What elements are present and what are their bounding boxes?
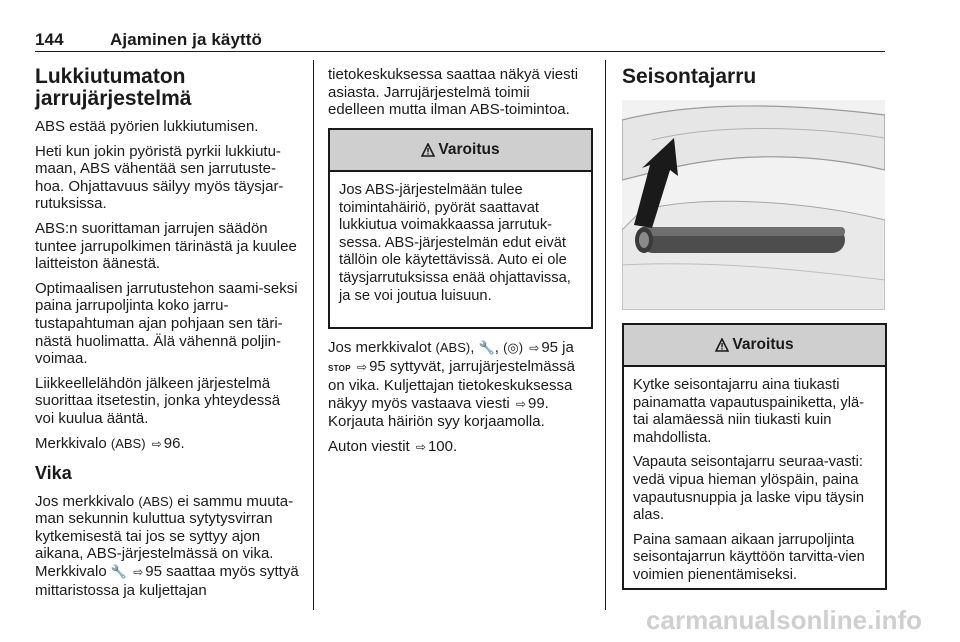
paragraph: ABS:n suorittaman jarrujen säädön tuntee jarrupolkimen tärinästä ja kuulee laitteiston äänestä. [35, 219, 297, 273]
page-ref-arrow-icon: ⇨ [133, 565, 144, 580]
column-divider-2 [605, 60, 606, 610]
page-ref-arrow-icon: ⇨ [357, 359, 368, 374]
warning-triangle-icon [715, 338, 729, 352]
subheading-fault: Vika [35, 463, 72, 484]
paragraph: tietokeskuksessa saattaa näkyä viesti asiasta. Jarrujärjestelmä toimii edelleen mutta ilman ABS-toimintoa. [328, 66, 579, 119]
page-ref-arrow-icon: ⇨ [415, 439, 426, 454]
wrench-icon: 🔧 [110, 564, 128, 580]
parking-brake-illustration [622, 100, 885, 310]
paragraph: Jos merkkivalo (ABS) ei sammu muuta-man sekunnin kuluttua sytytysvirran kytkemisestä tai jos se syttyy ajon aikana, ABS-järjestelmässä on vika. Merkkivalo 🔧 ⇨ 95 saattaa myös syttyä mittaristossa ja kuljettajan [35, 492, 299, 599]
wrench-icon: 🔧 [478, 340, 495, 355]
warning-title: Varoitus [438, 141, 500, 158]
column-2-lower [328, 339, 590, 464]
warning-body: Kytke seisontajarru aina tiukasti painamatta vapautuspainiketta, ylä- tai alamäessä niin tiukasti kuin mahdollista. Vapauta seisontajarru seuraa-vasti: vedä vipua hieman ylöspäin, paina vapautusnuppia ja laske vipu täysin alas. Paina samaan aikaan jarrupoljinta seisontajarrun käyttöön tarvitta-vien voimien pienentämiseksi. [633, 377, 865, 583]
abs-warning-icon: (ABS) [110, 435, 146, 451]
warning-header [330, 130, 591, 172]
paragraph: ABS estää pyörien lukkiutumisen. [35, 118, 259, 135]
page-ref-arrow-icon: ⇨ [151, 436, 162, 451]
paragraph: Jos merkkivalot (ABS), 🔧, (◎) ⇨ 95 ja STOP ⇨ 95 syttyvät, jarrujärjestelmässä on vika. Kuljettajan tietokeskuksessa näkyy myös vastaava viesti ⇨ 99. Korjauta häiriön syy korjaamolla. [328, 339, 575, 431]
paragraph: Liikkeellelähdön jälkeen järjestelmä suorittaa itsetestin, jonka yhteydessä voi kuulua ääntä. [35, 374, 281, 427]
abs-warning-icon: (ABS) [435, 340, 471, 355]
warning-box-abs [328, 128, 593, 329]
header-rule [35, 51, 885, 52]
page-ref-arrow-icon: ⇨ [529, 341, 540, 355]
chapter-title: Ajaminen ja käyttö [110, 30, 263, 49]
paragraph: Optimaalisen jarrutustehon saami-seksi paina jarrupoljinta koko jarru-tustapahtuman ajan pohjaan sen täri-nästä huolimatta. Älä vähennä poljin-voimaa. [35, 279, 298, 368]
column-1 [35, 66, 300, 606]
stop-icon: STOP [328, 363, 351, 373]
column-3 [622, 66, 887, 96]
warning-box-parking-brake [622, 323, 887, 590]
warning-triangle-icon [421, 143, 435, 157]
abs-warning-icon: (ABS) [138, 493, 174, 509]
paragraph: Auton viestit ⇨ 100. [328, 437, 458, 455]
section-heading-abs: Lukkiutumaton jarrujärjestelmä [35, 65, 192, 110]
page-header [35, 30, 262, 50]
warning-body: Jos ABS-järjestelmään tulee toimintahäiriö, pyörät saattavat lukkiutua voimakkaassa jarrutuk-sessa. ABS-järjestelmän edut eivät tällöin ole käytettävissä. Auto ei ole täysjarrutuksissa enää ohjattavissa, ja se voi joutua luisuun. [339, 182, 571, 304]
paragraph: Merkkivalo (ABS) ⇨ 96. [35, 434, 185, 452]
watermark: carmanualsonline.info [646, 605, 922, 635]
brake-warning-icon: (◎) [503, 340, 524, 355]
paragraph: Heti kun jokin pyöristä pyrkii lukkiutu-maan, ABS vähentää sen jarrutuste-hoa. Ohjattavuus säilyy myös täysjar-rutuksissa. [35, 142, 284, 213]
page-number: 144 [35, 30, 64, 49]
section-heading-parking-brake: Seisontajarru [622, 65, 757, 88]
page-ref-arrow-icon: ⇨ [515, 396, 526, 411]
column-2 [328, 66, 590, 126]
warning-header [624, 325, 885, 367]
column-divider-1 [313, 60, 314, 610]
warning-title: Varoitus [732, 336, 794, 353]
